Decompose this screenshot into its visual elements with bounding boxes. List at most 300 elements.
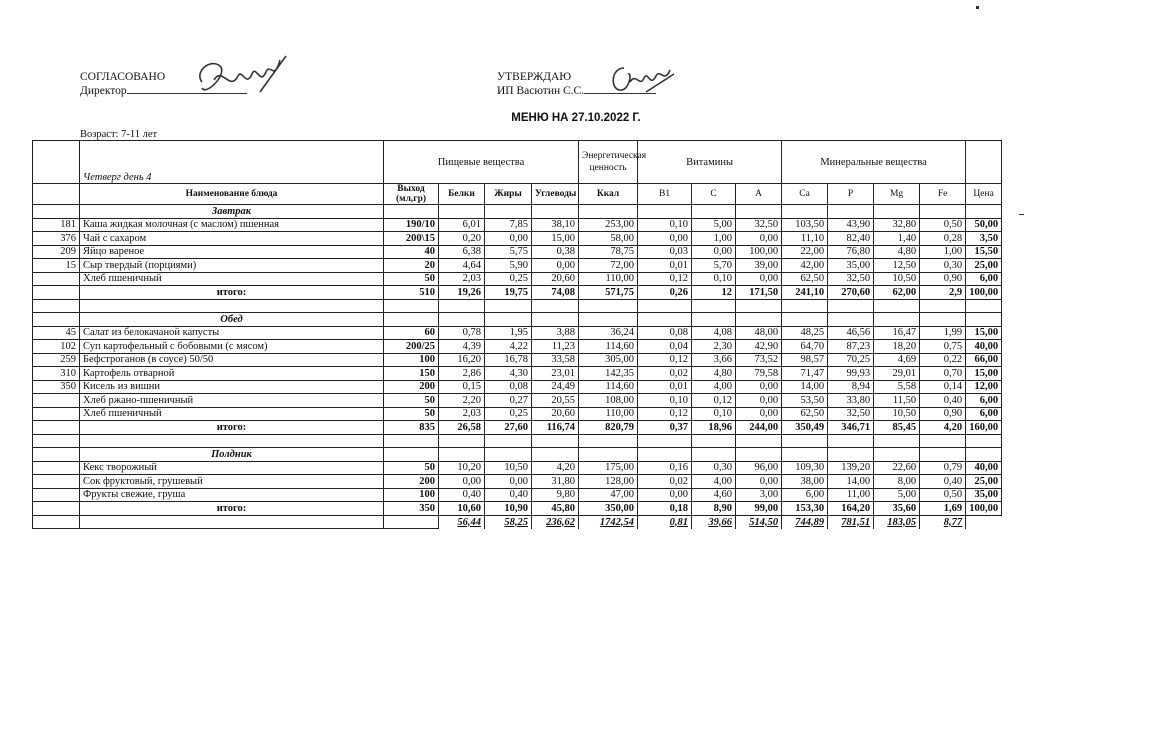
empty-cell: [736, 205, 782, 219]
column-header: Fe: [920, 184, 966, 205]
empty-cell: [828, 205, 874, 219]
empty-cell: [439, 313, 485, 327]
cell-p: 70,25: [828, 353, 874, 367]
cell-a: 73,52: [736, 353, 782, 367]
empty-cell: [692, 299, 736, 313]
empty-cell: [736, 299, 782, 313]
recipe-code: [33, 488, 80, 502]
cell-fe: 0,30: [920, 259, 966, 273]
empty-cell: [736, 313, 782, 327]
empty-cell: [966, 448, 1002, 462]
cell-mg: 5,00: [874, 488, 920, 502]
cell-c: 0,30: [692, 461, 736, 475]
empty-cell: [782, 205, 828, 219]
empty-cell: [874, 299, 920, 313]
total-price: 160,00: [966, 421, 1002, 435]
cell-protein: 2,86: [439, 367, 485, 381]
cell-price: 6,00: [966, 394, 1002, 408]
cell-c: 4,60: [692, 488, 736, 502]
cell-p: 99,93: [828, 367, 874, 381]
grand-total-fe: 8,77: [920, 515, 966, 529]
total-a: 244,00: [736, 421, 782, 435]
cell-mg: 10,50: [874, 272, 920, 286]
cell-c: 0,00: [692, 245, 736, 259]
dish-name: Чай с сахаром: [80, 232, 384, 246]
cell-fe: 0,79: [920, 461, 966, 475]
grand-total-ca: 744,89: [782, 515, 828, 529]
cell-c: 4,00: [692, 475, 736, 489]
total-ca: 241,10: [782, 286, 828, 300]
cell-c: 1,00: [692, 232, 736, 246]
cell-mg: 11,50: [874, 394, 920, 408]
empty-cell: [638, 299, 692, 313]
cell-carbs: 33,58: [532, 353, 579, 367]
empty-cell: [828, 434, 874, 448]
cell-mg: 32,80: [874, 218, 920, 232]
cell-carbs: 3,88: [532, 326, 579, 340]
cell-price: 3,50: [966, 232, 1002, 246]
cell-p: 32,50: [828, 407, 874, 421]
cell-ca: 64,70: [782, 340, 828, 354]
cell-p: 11,00: [828, 488, 874, 502]
cell-c: 0,10: [692, 272, 736, 286]
cell-yield: 100: [384, 488, 439, 502]
cell-carbs: 24,49: [532, 380, 579, 394]
total-fe: 4,20: [920, 421, 966, 435]
table-row: [33, 326, 1002, 340]
dish-name: Кисель из вишни: [80, 380, 384, 394]
cell-protein: 0,15: [439, 380, 485, 394]
cell-mg: 4,80: [874, 245, 920, 259]
cell-kcal: 110,00: [579, 407, 638, 421]
cell-a: 79,58: [736, 367, 782, 381]
table-row: [33, 353, 1002, 367]
empty-cell: [80, 434, 384, 448]
grand-total-carbs: 236,62: [532, 515, 579, 529]
cell-ca: 11,10: [782, 232, 828, 246]
empty-cell: [439, 434, 485, 448]
dish-name: Хлеб ржано-пшеничный: [80, 394, 384, 408]
cell-b1: 0,00: [638, 232, 692, 246]
empty-cell: [638, 313, 692, 327]
total-carbs: 74,08: [532, 286, 579, 300]
column-header: A: [736, 184, 782, 205]
cell-protein: 0,20: [439, 232, 485, 246]
cell-c: 2,30: [692, 340, 736, 354]
cell-fat: 4,30: [485, 367, 532, 381]
cell-a: 0,00: [736, 475, 782, 489]
approve-label: УТВЕРЖДАЮ: [497, 71, 572, 83]
cell-fat: 5,75: [485, 245, 532, 259]
empty-cell: [692, 448, 736, 462]
empty-cell: [874, 434, 920, 448]
cell-kcal: 58,00: [579, 232, 638, 246]
recipe-code: 209: [33, 245, 80, 259]
cell-fat: 0,40: [485, 488, 532, 502]
cell-c: 5,70: [692, 259, 736, 273]
spacer-row: [33, 299, 1002, 313]
age-label: Возраст: 7-11 лет: [80, 129, 158, 140]
empty-cell: [33, 141, 80, 184]
empty-cell: [485, 205, 532, 219]
cell-yield: 60: [384, 326, 439, 340]
approver-name: ИП Васютин С.С.: [497, 85, 585, 97]
cell-fat: 0,25: [485, 407, 532, 421]
total-yield: 350: [384, 502, 439, 516]
empty-cell: [439, 299, 485, 313]
cell-b1: 0,01: [638, 259, 692, 273]
cell-carbs: 11,23: [532, 340, 579, 354]
cell-kcal: 142,35: [579, 367, 638, 381]
cell-price: 66,00: [966, 353, 1002, 367]
empty-cell: [966, 205, 1002, 219]
total-row: [33, 502, 1002, 516]
dish-name: Суп картофельный с бобовыми (с мясом): [80, 340, 384, 354]
cell-price: 25,00: [966, 259, 1002, 273]
cell-b1: 0,10: [638, 394, 692, 408]
cell-mg: 22,60: [874, 461, 920, 475]
cell-a: 32,50: [736, 218, 782, 232]
total-protein: 26,58: [439, 421, 485, 435]
empty-cell: [80, 515, 384, 529]
empty-cell: [80, 299, 384, 313]
empty-cell: [692, 434, 736, 448]
total-row: [33, 286, 1002, 300]
day-label: Четверг день 4: [80, 141, 384, 184]
grand-total-kcal: 1742,54: [579, 515, 638, 529]
empty-cell: [579, 205, 638, 219]
cell-b1: 0,03: [638, 245, 692, 259]
cell-ca: 103,50: [782, 218, 828, 232]
cell-mg: 18,20: [874, 340, 920, 354]
total-p: 164,20: [828, 502, 874, 516]
cell-ca: 98,57: [782, 353, 828, 367]
menu-table: [32, 140, 1002, 529]
empty-cell: [638, 434, 692, 448]
cell-price: 35,00: [966, 488, 1002, 502]
recipe-code: 102: [33, 340, 80, 354]
empty-cell: [33, 299, 80, 313]
cell-ca: 62,50: [782, 272, 828, 286]
cell-carbs: 20,60: [532, 407, 579, 421]
cell-c: 3,66: [692, 353, 736, 367]
cell-p: 76,80: [828, 245, 874, 259]
empty-cell: [384, 434, 439, 448]
cell-a: 3,00: [736, 488, 782, 502]
empty-cell: [828, 299, 874, 313]
scan-mark: [1019, 214, 1024, 215]
cell-kcal: 110,00: [579, 272, 638, 286]
recipe-code: 259: [33, 353, 80, 367]
cell-p: 35,00: [828, 259, 874, 273]
empty-cell: [828, 313, 874, 327]
cell-p: 33,80: [828, 394, 874, 408]
recipe-code: [33, 272, 80, 286]
cell-b1: 0,10: [638, 218, 692, 232]
column-header: Жиры: [485, 184, 532, 205]
cell-carbs: 23,01: [532, 367, 579, 381]
cell-kcal: 78,75: [579, 245, 638, 259]
cell-protein: 0,00: [439, 475, 485, 489]
cell-yield: 200: [384, 475, 439, 489]
cell-mg: 16,47: [874, 326, 920, 340]
dish-name: Картофель отварной: [80, 367, 384, 381]
empty-cell: [485, 448, 532, 462]
cell-kcal: 114,60: [579, 380, 638, 394]
total-yield: 510: [384, 286, 439, 300]
column-header: Углеводы: [532, 184, 579, 205]
empty-cell: [966, 299, 1002, 313]
empty-cell: [485, 434, 532, 448]
total-yield: 835: [384, 421, 439, 435]
cell-fat: 5,90: [485, 259, 532, 273]
cell-c: 0,12: [692, 394, 736, 408]
empty-cell: [966, 141, 1002, 184]
total-ca: 350,49: [782, 421, 828, 435]
grand-total-p: 781,51: [828, 515, 874, 529]
cell-price: 6,00: [966, 407, 1002, 421]
cell-a: 0,00: [736, 394, 782, 408]
cell-fat: 0,27: [485, 394, 532, 408]
empty-cell: [485, 313, 532, 327]
section-title-row: [33, 448, 1002, 462]
empty-cell: [33, 184, 80, 205]
cell-fe: 0,14: [920, 380, 966, 394]
cell-a: 0,00: [736, 232, 782, 246]
cell-fe: 0,70: [920, 367, 966, 381]
cell-kcal: 305,00: [579, 353, 638, 367]
table-row: [33, 488, 1002, 502]
total-label: итого:: [80, 502, 384, 516]
empty-cell: [33, 205, 80, 219]
cell-fat: 0,00: [485, 475, 532, 489]
cell-yield: 200: [384, 380, 439, 394]
cell-p: 139,20: [828, 461, 874, 475]
cell-price: 15,00: [966, 326, 1002, 340]
total-c: 18,96: [692, 421, 736, 435]
cell-price: 6,00: [966, 272, 1002, 286]
cell-carbs: 20,55: [532, 394, 579, 408]
cell-p: 43,90: [828, 218, 874, 232]
cell-fe: 0,40: [920, 394, 966, 408]
menu-table-body: [33, 141, 1002, 529]
section-title-row: [33, 205, 1002, 219]
empty-cell: [579, 448, 638, 462]
empty-cell: [874, 448, 920, 462]
cell-fe: 0,40: [920, 475, 966, 489]
cell-a: 0,00: [736, 380, 782, 394]
empty-cell: [966, 313, 1002, 327]
empty-cell: [532, 448, 579, 462]
empty-cell: [782, 299, 828, 313]
cell-b1: 0,04: [638, 340, 692, 354]
empty-cell: [692, 313, 736, 327]
cell-a: 100,00: [736, 245, 782, 259]
empty-cell: [33, 421, 80, 435]
cell-ca: 6,00: [782, 488, 828, 502]
total-fe: 1,69: [920, 502, 966, 516]
empty-cell: [920, 313, 966, 327]
empty-cell: [782, 448, 828, 462]
cell-p: 46,56: [828, 326, 874, 340]
empty-cell: [920, 448, 966, 462]
total-ca: 153,30: [782, 502, 828, 516]
cell-b1: 0,01: [638, 380, 692, 394]
cell-mg: 5,58: [874, 380, 920, 394]
director-label: Директор: [80, 85, 127, 97]
grand-total-c: 39,66: [692, 515, 736, 529]
cell-kcal: 72,00: [579, 259, 638, 273]
total-label: итого:: [80, 286, 384, 300]
cell-fat: 0,00: [485, 232, 532, 246]
cell-a: 0,00: [736, 272, 782, 286]
cell-protein: 0,78: [439, 326, 485, 340]
total-mg: 35,60: [874, 502, 920, 516]
cell-ca: 109,30: [782, 461, 828, 475]
dish-name: Хлеб пшеничный: [80, 272, 384, 286]
empty-cell: [33, 448, 80, 462]
empty-cell: [966, 515, 1002, 529]
empty-cell: [532, 299, 579, 313]
cell-fat: 4,22: [485, 340, 532, 354]
cell-carbs: 20,60: [532, 272, 579, 286]
cell-c: 5,00: [692, 218, 736, 232]
table-row: [33, 407, 1002, 421]
total-a: 99,00: [736, 502, 782, 516]
dish-name: Фрукты свежие, груша: [80, 488, 384, 502]
cell-mg: 12,50: [874, 259, 920, 273]
cell-yield: 50: [384, 461, 439, 475]
recipe-code: 350: [33, 380, 80, 394]
total-kcal: 820,79: [579, 421, 638, 435]
empty-cell: [33, 515, 80, 529]
total-fat: 19,75: [485, 286, 532, 300]
table-row: [33, 245, 1002, 259]
table-row: [33, 475, 1002, 489]
empty-cell: [920, 299, 966, 313]
cell-ca: 53,50: [782, 394, 828, 408]
cell-kcal: 47,00: [579, 488, 638, 502]
cell-c: 4,08: [692, 326, 736, 340]
cell-yield: 50: [384, 407, 439, 421]
menu-title: МЕНЮ НА 27.10.2022 Г.: [511, 112, 641, 124]
cell-p: 8,94: [828, 380, 874, 394]
cell-protein: 6,01: [439, 218, 485, 232]
approver-signature: [606, 62, 676, 98]
total-mg: 85,45: [874, 421, 920, 435]
dish-name: Бефстроганов (в соусе) 50/50: [80, 353, 384, 367]
cell-c: 0,10: [692, 407, 736, 421]
cell-a: 96,00: [736, 461, 782, 475]
column-header: Белки: [439, 184, 485, 205]
total-price: 100,00: [966, 286, 1002, 300]
total-kcal: 350,00: [579, 502, 638, 516]
cell-p: 82,40: [828, 232, 874, 246]
cell-protein: 10,20: [439, 461, 485, 475]
empty-cell: [384, 313, 439, 327]
cell-fe: 1,99: [920, 326, 966, 340]
cell-mg: 8,00: [874, 475, 920, 489]
cell-fe: 0,90: [920, 272, 966, 286]
cell-c: 4,00: [692, 380, 736, 394]
minerals-header: Минеральные вещества: [782, 141, 966, 184]
section-title: Завтрак: [80, 205, 384, 219]
cell-price: 40,00: [966, 340, 1002, 354]
cell-carbs: 31,80: [532, 475, 579, 489]
cell-yield: 50: [384, 394, 439, 408]
recipe-code: [33, 461, 80, 475]
column-header: Наименование блюда: [80, 184, 384, 205]
column-header: Выход (мл,гр): [384, 184, 439, 205]
cell-price: 15,00: [966, 367, 1002, 381]
cell-fat: 0,08: [485, 380, 532, 394]
cell-yield: 200/25: [384, 340, 439, 354]
empty-cell: [782, 313, 828, 327]
vitamins-header: Витамины: [638, 141, 782, 184]
total-carbs: 45,80: [532, 502, 579, 516]
cell-mg: 1,40: [874, 232, 920, 246]
table-row: [33, 461, 1002, 475]
cell-kcal: 114,60: [579, 340, 638, 354]
cell-protein: 0,40: [439, 488, 485, 502]
total-kcal: 571,75: [579, 286, 638, 300]
section-title: Полдник: [80, 448, 384, 462]
empty-cell: [439, 448, 485, 462]
column-header: P: [828, 184, 874, 205]
cell-kcal: 253,00: [579, 218, 638, 232]
table-row: [33, 367, 1002, 381]
empty-cell: [874, 313, 920, 327]
table-row: [33, 218, 1002, 232]
column-header: Ca: [782, 184, 828, 205]
cell-protein: 4,39: [439, 340, 485, 354]
empty-cell: [920, 434, 966, 448]
cell-carbs: 9,80: [532, 488, 579, 502]
total-row: [33, 421, 1002, 435]
director-signature: [190, 52, 290, 104]
cell-mg: 10,50: [874, 407, 920, 421]
cell-protein: 4,64: [439, 259, 485, 273]
cell-a: 0,00: [736, 407, 782, 421]
cell-fat: 0,25: [485, 272, 532, 286]
total-fe: 2,9: [920, 286, 966, 300]
recipe-code: [33, 394, 80, 408]
cell-b1: 0,12: [638, 272, 692, 286]
total-p: 270,60: [828, 286, 874, 300]
column-header: Mg: [874, 184, 920, 205]
recipe-code: 45: [33, 326, 80, 340]
empty-cell: [384, 448, 439, 462]
cell-p: 32,50: [828, 272, 874, 286]
cell-carbs: 0,00: [532, 259, 579, 273]
cell-b1: 0,00: [638, 488, 692, 502]
column-header: C: [692, 184, 736, 205]
empty-cell: [828, 448, 874, 462]
cell-fe: 0,50: [920, 218, 966, 232]
spacer-row: [33, 434, 1002, 448]
column-header: B1: [638, 184, 692, 205]
dish-name: Сыр твердый (порциями): [80, 259, 384, 273]
scan-mark: [976, 6, 979, 9]
grand-total-b1: 0,81: [638, 515, 692, 529]
group-header-row: [33, 141, 1002, 184]
cell-price: 40,00: [966, 461, 1002, 475]
empty-cell: [33, 286, 80, 300]
grand-total-mg: 183,05: [874, 515, 920, 529]
recipe-code: 181: [33, 218, 80, 232]
cell-fat: 16,78: [485, 353, 532, 367]
total-c: 8,90: [692, 502, 736, 516]
